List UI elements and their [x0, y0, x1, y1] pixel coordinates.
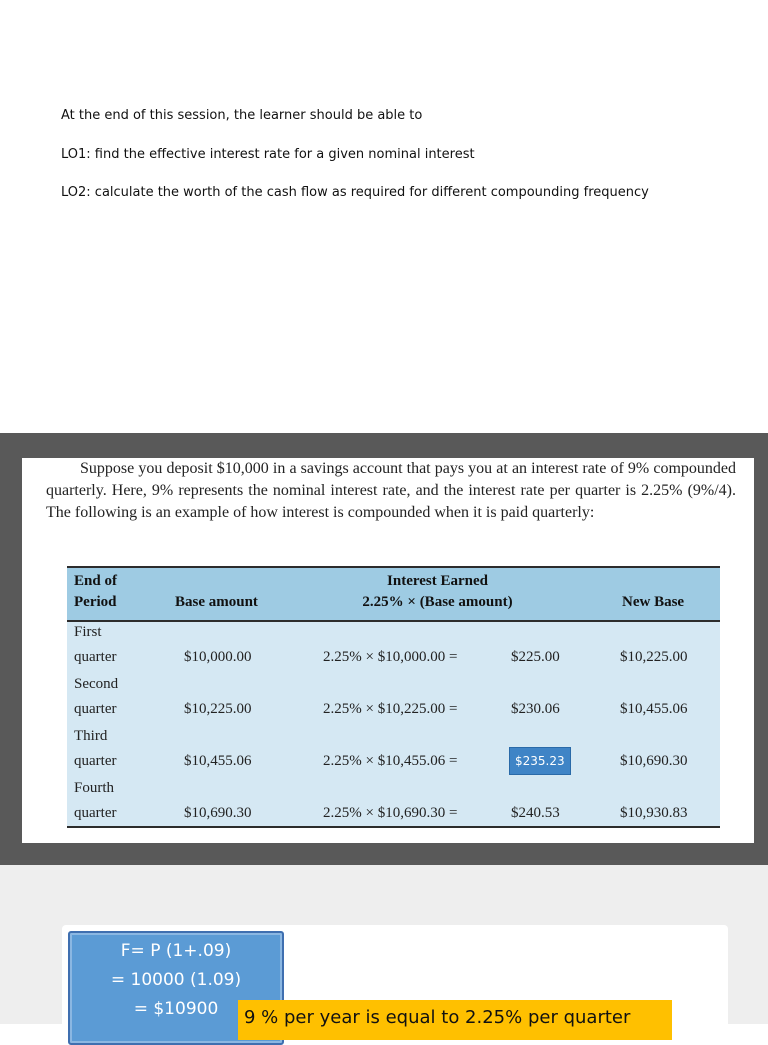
row-calculation: 2.25% × $10,225.00 = [323, 701, 458, 717]
row-base-amount: $10,690.30 [184, 805, 252, 821]
example-paragraph [46, 458, 736, 524]
quarterly-rate-note: 9 % per year is equal to 2.25% per quarter [238, 1000, 672, 1040]
row-interest-earned: $240.53 [511, 805, 560, 821]
header-period-line2: Period [74, 594, 117, 610]
table-header [67, 566, 720, 622]
row-base-amount: $10,000.00 [184, 649, 252, 665]
highlighted-interest-earned: $235.23 [509, 747, 571, 775]
textbook-excerpt [22, 458, 754, 843]
objective-lo2: LO2: calculate the worth of the cash flow as required for different compounding frequency [61, 185, 649, 200]
header-interest-line1: Interest Earned [387, 573, 488, 589]
row-period-unit: quarter [74, 649, 117, 665]
formula-line-2: = 10000 (1.09) [110, 970, 242, 990]
row-new-base: $10,225.00 [620, 649, 688, 665]
header-new-base: New Base [622, 594, 685, 610]
row-period-label: Second [74, 676, 119, 692]
row-interest-earned: $225.00 [511, 649, 560, 665]
row-new-base: $10,690.30 [620, 753, 688, 769]
example-paragraph-text: Suppose you deposit $10,000 in a savings account that pays you at an interest rate of 9% compounded quarterly. Here, 9% represents the nominal interest rate, and the interest rate per quarter is 2.25% (9%/4). The following is an example of how interest is compounded when it is paid quarterly: [46, 460, 736, 521]
row-period-label: First [74, 624, 102, 640]
interest-table [67, 566, 720, 828]
row-calculation: 2.25% × $10,690.30 = [323, 805, 458, 821]
header-period-line1: End of [74, 573, 117, 589]
row-period-unit: quarter [74, 701, 117, 717]
row-base-amount: $10,225.00 [184, 701, 252, 717]
formula-line-3: = $10900 [133, 999, 219, 1019]
row-new-base: $10,930.83 [620, 805, 688, 821]
objectives-intro: At the end of this session, the learner should be able to [61, 108, 423, 123]
row-calculation: 2.25% × $10,000.00 = [323, 649, 458, 665]
row-period-label: Third [74, 728, 108, 744]
header-interest-line2: 2.25% × (Base amount) [362, 594, 513, 610]
row-calculation: 2.25% × $10,455.06 = [323, 753, 458, 769]
formula-line-1: F= P (1+.09) [120, 941, 232, 961]
row-new-base: $10,455.06 [620, 701, 688, 717]
row-interest-earned: $230.06 [511, 701, 560, 717]
row-base-amount: $10,455.06 [184, 753, 252, 769]
row-period-unit: quarter [74, 805, 117, 821]
row-period-label: Fourth [74, 780, 115, 796]
row-period-unit: quarter [74, 753, 117, 769]
table-bottom-rule [67, 826, 720, 828]
header-base-amount: Base amount [175, 594, 258, 610]
objective-lo1: LO1: find the effective interest rate for a given nominal interest [61, 147, 475, 162]
